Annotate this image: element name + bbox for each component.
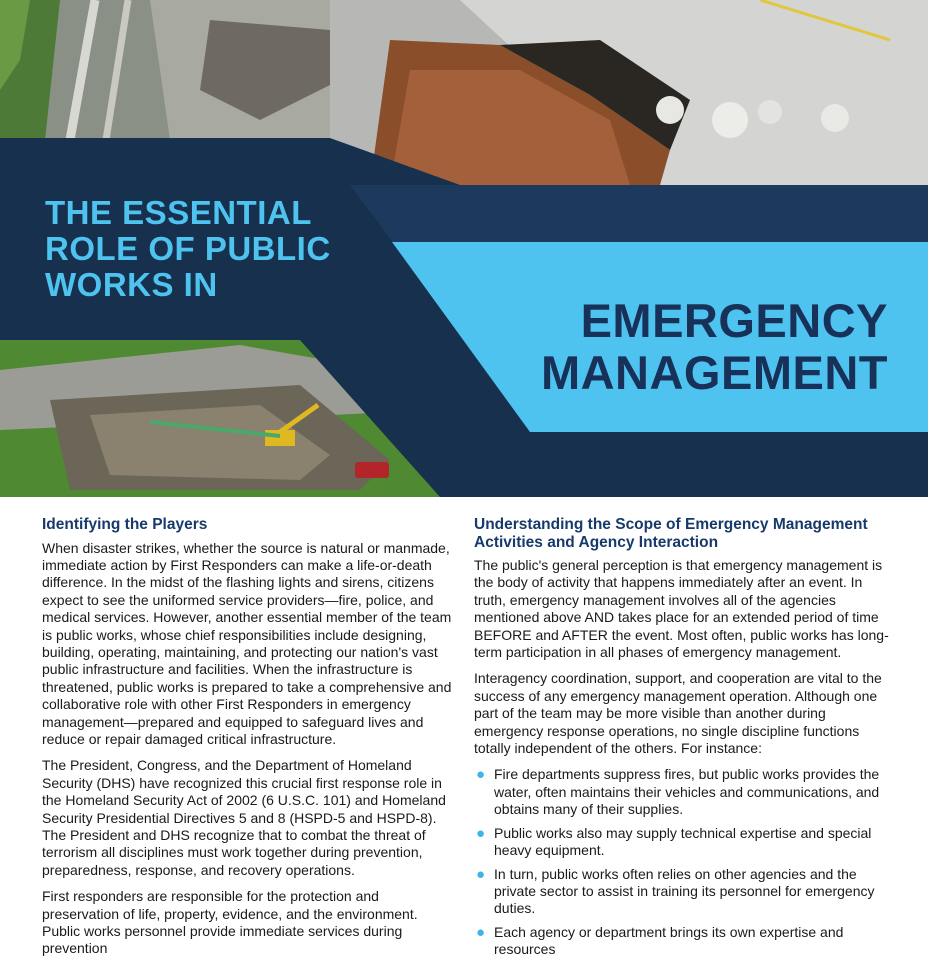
paragraph: When disaster strikes, whether the source is natural or manmade, immediate action by First Responders can make a life-or-death difference. In the midst of the flashing lights and sirens, citizens expect to see the uniformed service providers—fire, police, and medical services. However, another essential member of the team is public works, whose chief responsibilities include designing, building, operating, maintaining, and protecting our nation's vast public infrastructure and facilities. When the infrastructure is threatened, public works is prepared to take a comprehensive and collaborative role with other First Responders in emergency management—prepared and equipped to safeguard lives and reduce or repair damaged critical infrastructure. [42, 539, 452, 747]
bullet-list [474, 766, 890, 958]
bullet-icon: ● [476, 824, 486, 842]
right-column [474, 516, 890, 965]
bullet-icon: ● [476, 865, 486, 883]
left-column [42, 516, 458, 967]
section-heading: Identifying the Players [42, 516, 208, 533]
headline-intro: THE ESSENTIAL ROLE OF PUBLIC WORKS IN [45, 194, 331, 303]
paragraph: Interagency coordination, support, and cooperation are vital to the success of any emergency management operation. Although one part of the team may be more visible than another during emergency response operations, no single discipline functions totally independent of the others. For instance: [474, 670, 882, 757]
list-item: ● In turn, public works often relies on other agencies and the private sector to assist in training its personnel for emergency duties. [476, 865, 875, 917]
list-item: ● Public works also may supply technical expertise and special heavy equipment. [476, 824, 872, 859]
paragraph: First responders are responsible for the protection and preservation of life, property, evidence, and the environment. Public works personnel provide immediate services during prevention [42, 888, 418, 957]
bullet-icon: ● [476, 766, 486, 784]
headline-topic: EMERGENCY MANAGEMENT [540, 294, 888, 399]
paragraph: The President, Congress, and the Department of Homeland Security (DHS) have recognized this crucial first response role in the Homeland Security Act of 2002 (6 U.S.C. 101) and Homeland Security Presidential Directives 5 and 8 (HSPD-5 and HSPD-8). The President and DHS recognize that to combat the threat of terrorism all disciplines must work together during prevention, preparedness, response, and recovery operations. [42, 757, 446, 878]
list-item: ● Each agency or department brings its own expertise and resources [476, 923, 844, 958]
bullet-icon: ● [476, 923, 486, 941]
list-item: ● Fire departments suppress fires, but public works provides the water, often maintains their vehicles and communications, and obtains many of their supplies. [476, 766, 880, 818]
section-heading: Understanding the Scope of Emergency Management Activities and Agency Interaction [474, 516, 868, 551]
paragraph: The public's general perception is that emergency management is the body of activity that happens immediately after an event. In truth, emergency management involves all of the agencies mentioned above AND takes place for an extended period of time BEFORE and AFTER the event. Most often, public works has long-term participation in all phases of emergency management. [474, 557, 889, 661]
